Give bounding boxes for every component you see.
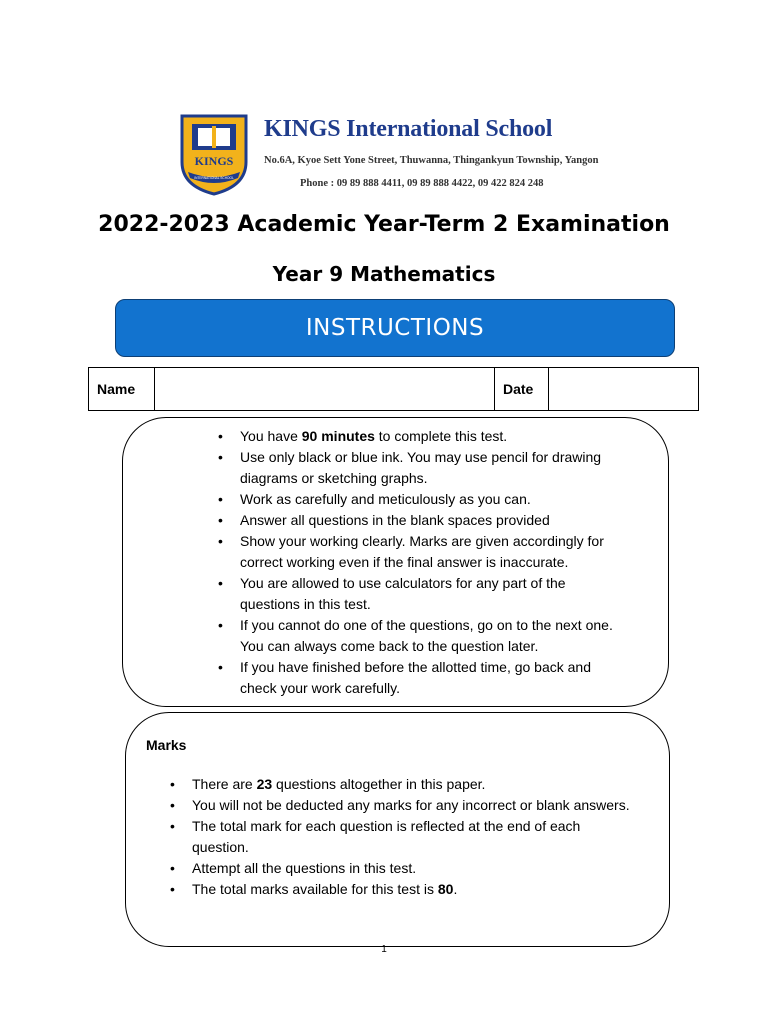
list-item: • Attempt all the questions in this test. — [168, 858, 638, 879]
instructions-banner-label: INSTRUCTIONS — [305, 315, 485, 341]
school-address: No.6A, Kyoe Sett Yone Street, Thuwanna, Thingankyun Township, Yangon — [264, 155, 599, 166]
date-label: Date — [495, 368, 549, 411]
crest-motto: INTERNATIONAL SCHOOL — [194, 176, 234, 180]
name-field[interactable] — [155, 368, 495, 411]
school-logo-header — [178, 110, 598, 200]
page-number: 1 — [381, 944, 387, 955]
list-item: • Work as carefully and meticulously as you can. — [216, 489, 626, 510]
marks-heading: Marks — [146, 737, 187, 753]
list-item: • There are 23 questions altogether in this paper. — [168, 774, 638, 795]
list-item: • You will not be deducted any marks for any incorrect or blank answers. — [168, 795, 638, 816]
school-phone: Phone : 09 89 888 4411, 09 89 888 4422, 09 422 824 248 — [300, 178, 544, 189]
school-name: KINGS International School — [264, 116, 553, 142]
list-item: • If you have finished before the allotted time, go back and check your work carefully. — [216, 657, 626, 699]
list-item: • If you cannot do one of the questions, go on to the next one. You can always come back to the question later. — [216, 615, 626, 657]
list-item: • The total mark for each question is reflected at the end of each question. — [168, 816, 638, 858]
school-crest-icon — [178, 112, 250, 196]
marks-list — [168, 774, 638, 900]
name-label: Name — [89, 368, 155, 411]
list-item: • Answer all questions in the blank spaces provided — [216, 510, 626, 531]
list-item: • You are allowed to use calculators for any part of the questions in this test. — [216, 573, 626, 615]
crest-text: KINGS — [194, 154, 234, 168]
date-field[interactable] — [549, 368, 699, 411]
list-item: • Use only black or blue ink. You may use pencil for drawing diagrams or sketching graphs. — [216, 447, 626, 489]
instructions-list — [216, 426, 626, 699]
name-date-table — [88, 367, 699, 411]
list-item: • Show your working clearly. Marks are given accordingly for correct working even if the final answer is inaccurate. — [216, 531, 626, 573]
subject-title: Year 9 Mathematics — [272, 262, 496, 286]
instructions-banner — [115, 299, 675, 357]
list-item: • You have 90 minutes to complete this test. — [216, 426, 626, 447]
exam-title: 2022-2023 Academic Year-Term 2 Examination — [98, 212, 670, 237]
list-item: • The total marks available for this test is 80. — [168, 879, 638, 900]
